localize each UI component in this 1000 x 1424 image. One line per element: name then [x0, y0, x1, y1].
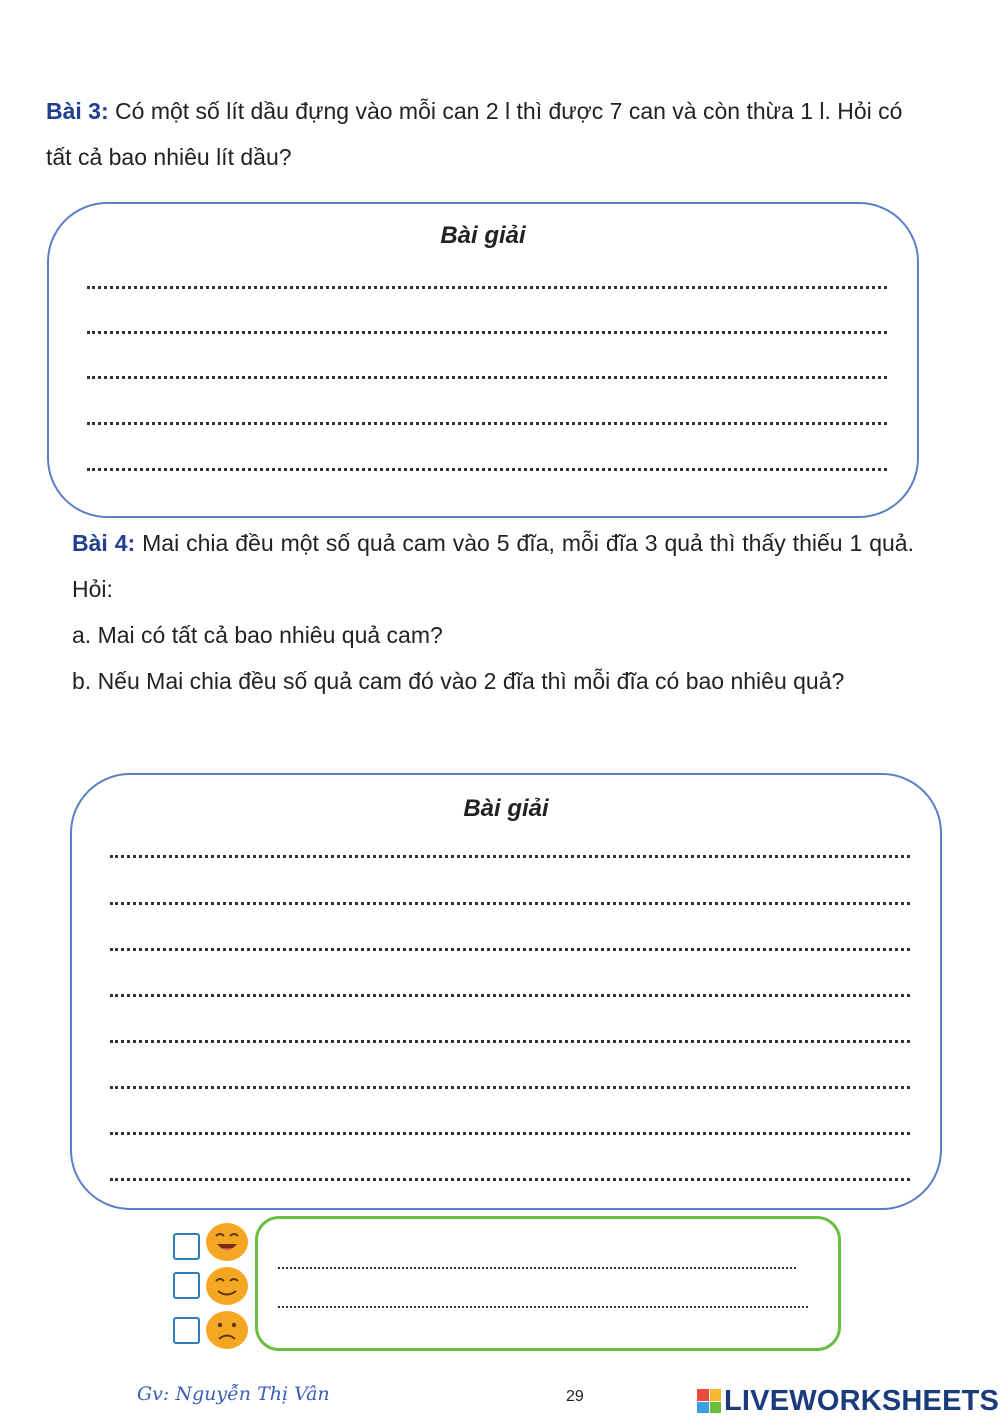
answer-line[interactable] — [110, 1178, 910, 1181]
answer-line[interactable] — [110, 1086, 910, 1089]
problem-4-question-b: b. Nếu Mai chia đều số quả cam đó vào 2 đĩa thì mỗi đĩa có bao nhiêu quả? — [72, 668, 845, 694]
liveworksheets-logo-icon — [697, 1389, 721, 1413]
page-number: 29 — [566, 1388, 584, 1405]
answer-line[interactable] — [87, 468, 887, 471]
problem-4 — [72, 520, 914, 704]
problem-3-label: Bài 3: — [46, 98, 109, 124]
solution-box-4-title: Bài giải — [463, 795, 549, 822]
answer-line[interactable] — [110, 948, 910, 951]
answer-line[interactable] — [110, 855, 910, 858]
solution-box-3-title: Bài giải — [440, 222, 526, 249]
answer-line[interactable] — [110, 1040, 910, 1043]
problem-3-text: Có một số lít dầu đựng vào mỗi can 2 l thì được 7 can và còn thừa 1 l. Hỏi có tất cả bao nhiêu lít dầu? — [46, 98, 903, 170]
answer-line[interactable] — [87, 376, 887, 379]
very-happy-face-icon — [205, 1222, 249, 1262]
teacher-feedback-box — [255, 1216, 841, 1351]
liveworksheets-logo — [697, 1384, 999, 1418]
brand-name: LIVEWORKSHEETS — [724, 1384, 1000, 1417]
answer-line[interactable] — [87, 331, 887, 334]
answer-line[interactable] — [110, 1132, 910, 1135]
answer-line[interactable] — [87, 422, 887, 425]
solution-box-4 — [70, 773, 942, 1210]
feedback-line[interactable] — [278, 1306, 808, 1308]
answer-line[interactable] — [110, 994, 910, 997]
feedback-line[interactable] — [278, 1267, 796, 1269]
teacher-signature: Gv: Nguyễn Thị Vân — [137, 1383, 330, 1405]
answer-line[interactable] — [87, 286, 887, 289]
self-assessment-checkbox-smiling[interactable] — [173, 1272, 200, 1299]
sad-face-icon — [205, 1310, 249, 1350]
solution-box-3 — [47, 202, 919, 518]
problem-4-label: Bài 4: — [72, 530, 136, 556]
smiling-face-icon — [205, 1266, 249, 1306]
answer-line[interactable] — [110, 902, 910, 905]
problem-4-text: Mai chia đều một số quả cam vào 5 đĩa, mỗi đĩa 3 quả thì thấy thiếu 1 quả. Hỏi: — [72, 530, 914, 602]
problem-4-question-a: a. Mai có tất cả bao nhiêu quả cam? — [72, 622, 443, 648]
self-assessment-checkbox-very-happy[interactable] — [173, 1233, 200, 1260]
problem-3 — [46, 88, 926, 180]
self-assessment-checkbox-sad[interactable] — [173, 1317, 200, 1344]
